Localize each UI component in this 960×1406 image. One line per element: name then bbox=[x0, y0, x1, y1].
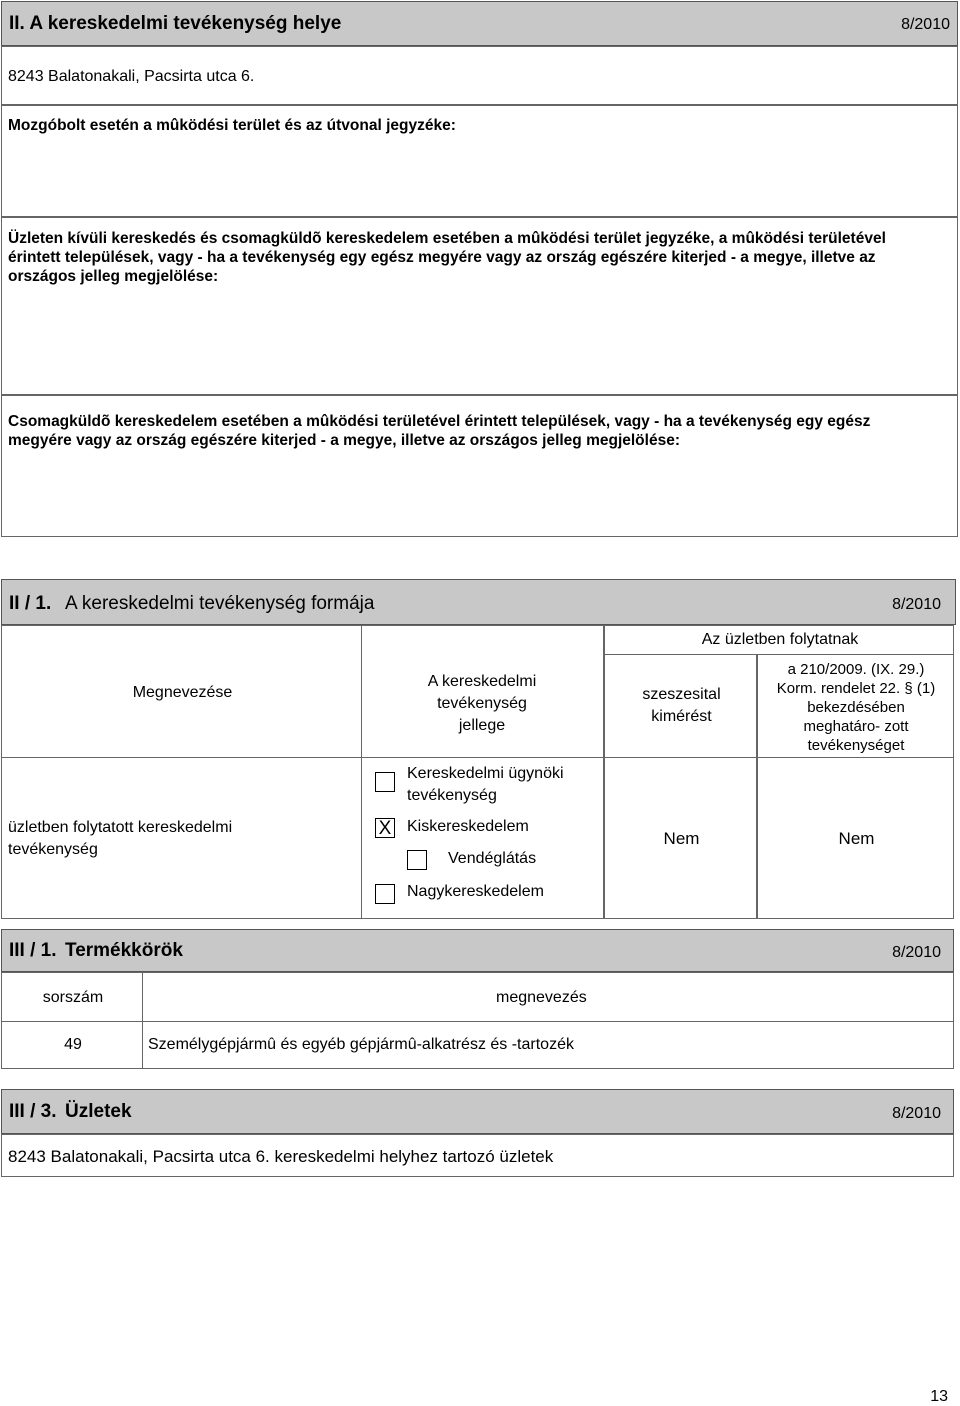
checkbox-catering[interactable] bbox=[407, 850, 427, 870]
shops-text: 8243 Balatonakali, Pacsirta utca 6. kereskedelmi helyhez tartozó üzletek bbox=[8, 1147, 554, 1166]
section-2-1-header bbox=[1, 579, 956, 625]
products-no-header-text: sorszám bbox=[42, 989, 104, 1006]
section-3-1-title: Termékkörök bbox=[65, 940, 183, 961]
page-number: 13 bbox=[930, 1388, 948, 1405]
section-3-1-prefix: III / 1. bbox=[9, 940, 57, 961]
section-2-title: II. A kereskedelmi tevékenység helye bbox=[9, 13, 342, 34]
col-name-header bbox=[1, 625, 362, 758]
section-3-3-header bbox=[1, 1089, 954, 1134]
col-alcohol-header-text: szeszesital kimérést bbox=[642, 686, 721, 725]
mobile-route-box bbox=[1, 105, 958, 217]
section-2-1-prefix: II / 1. bbox=[9, 593, 52, 614]
col-nature-header bbox=[361, 625, 604, 758]
section-3-3-prefix: III / 3. bbox=[9, 1101, 57, 1122]
group-header-text: Az üzletben folytatnak bbox=[701, 631, 859, 648]
checkbox-wholesale[interactable] bbox=[375, 884, 395, 904]
mobile-route-label: Mozgóbolt esetén a mûködési terület és az útvonal jegyzéke: bbox=[8, 117, 456, 134]
section-3-3-code: 8/2010 bbox=[892, 1105, 941, 1122]
products-row-no-cell bbox=[1, 1021, 143, 1069]
col-decree-header bbox=[757, 654, 954, 758]
row-decree-cell bbox=[757, 757, 954, 919]
mail-order-label: Csomagküldõ kereskedelem esetében a mûködési területével érintett települések, vagy - ha a tevékenység egy egész megyére vagy az ország egészére kiterjed - a megye, illetve az országos jelleg megjelölése: bbox=[8, 413, 871, 449]
row-alcohol-cell bbox=[604, 757, 757, 919]
products-row-name-cell bbox=[142, 1021, 954, 1069]
products-name-header bbox=[142, 972, 954, 1022]
section-3-1-header bbox=[1, 929, 954, 972]
products-no-header bbox=[1, 972, 143, 1022]
row-name-cell bbox=[1, 757, 362, 919]
group-header bbox=[604, 625, 954, 655]
row-name-text: üzletben folytatott kereskedelmi tevékenység bbox=[8, 819, 233, 858]
section-2-header bbox=[1, 1, 958, 46]
section-3-1-code: 8/2010 bbox=[892, 944, 941, 961]
option-catering-label: Vendéglátás bbox=[448, 850, 537, 867]
row-alcohol-value: Nem bbox=[663, 829, 700, 848]
address-box bbox=[1, 46, 958, 105]
shops-box bbox=[1, 1134, 954, 1177]
section-2-code: 8/2010 bbox=[901, 16, 950, 33]
option-wholesale-label: Nagykereskedelem bbox=[407, 883, 544, 900]
products-name-header-text: megnevezés bbox=[496, 989, 587, 1006]
option-retail-label: Kiskereskedelem bbox=[407, 818, 529, 835]
outside-trade-label: Üzleten kívüli kereskedés és csomagküldõ kereskedelem esetében a mûködési terület jegyzéke, a mûködési területével érintett települések, vagy - ha a tevékenység egy egész megyére vagy az ország egészére kiterjed - a megye, illetve az országos jelleg megjelölése: bbox=[8, 230, 886, 285]
section-3-3-title: Üzletek bbox=[65, 1101, 132, 1122]
row-decree-value: Nem bbox=[838, 829, 875, 848]
address-text: 8243 Balatonakali, Pacsirta utca 6. bbox=[8, 68, 255, 85]
col-alcohol-header bbox=[604, 654, 757, 758]
col-name-header-text: Megnevezése bbox=[132, 684, 233, 701]
checkbox-agent[interactable] bbox=[375, 772, 395, 792]
outside-trade-box bbox=[1, 217, 958, 395]
option-agent-label: Kereskedelmi ügynöki tevékenység bbox=[407, 765, 564, 804]
section-2-1-code: 8/2010 bbox=[892, 596, 941, 613]
row-nature-cell bbox=[361, 757, 604, 919]
checkbox-retail[interactable]: X bbox=[375, 818, 395, 838]
mail-order-box bbox=[1, 395, 958, 537]
col-decree-header-text: a 210/2009. (IX. 29.) Korm. rendelet 22. § (1) bekezdésében meghatáro- zott tevékenységet bbox=[776, 661, 936, 754]
section-2-1-title: A kereskedelmi tevékenység formája bbox=[65, 593, 375, 614]
products-row-name: Személygépjármû és egyéb gépjármû-alkatrész és -tartozék bbox=[148, 1036, 574, 1053]
col-nature-header-text: A kereskedelmi tevékenység jellege bbox=[427, 673, 537, 734]
products-row-no: 49 bbox=[64, 1036, 82, 1053]
